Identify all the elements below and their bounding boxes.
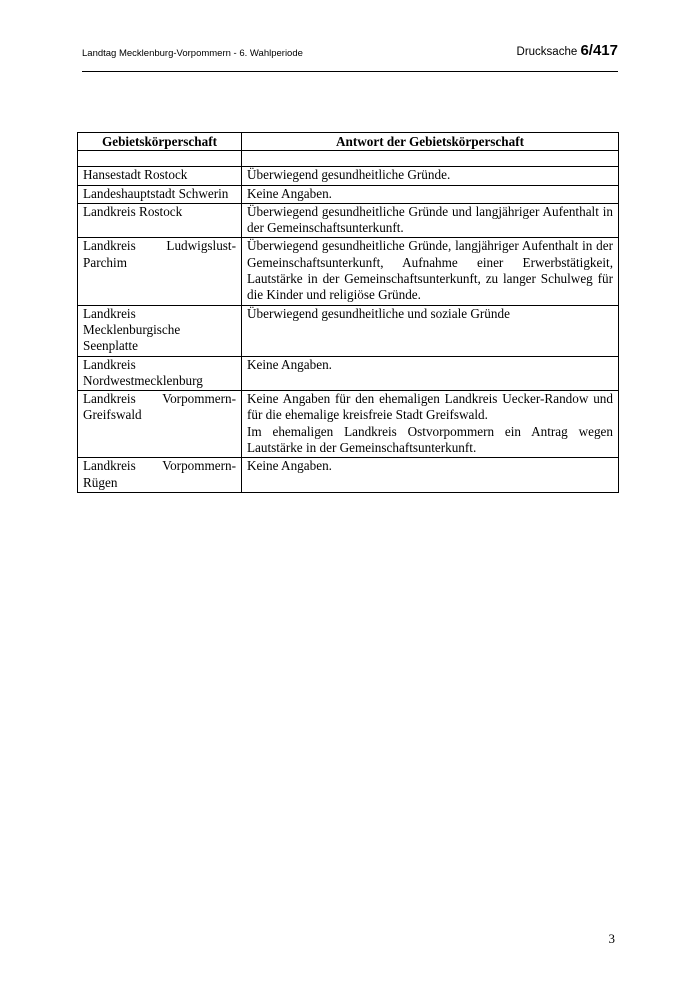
answer-cell <box>242 391 619 458</box>
entity-cell <box>78 185 242 203</box>
page-number: 3 <box>608 931 615 946</box>
table-row <box>78 238 619 305</box>
table-row <box>78 185 619 203</box>
table-row <box>78 458 619 493</box>
document-label: Drucksache <box>516 46 578 58</box>
answer-cell: Überwiegend gesundheitliche Gründe, langjähriger Aufenthalt in der Gemeinschaftsunterkunft, Aufnahme einer Erwerbstätigkeit, Lautstärke in der Gemeinschaftsunterkunft, zu langer Schulweg für die Kinder und religiöse Gründe. <box>242 238 619 305</box>
table-row <box>78 203 619 238</box>
table-row <box>78 356 619 391</box>
table-spacer-row <box>78 151 619 167</box>
answer-cell: Keine Angaben. <box>242 356 619 391</box>
parliament-label: Landtag Mecklenburg-Vorpommern - 6. Wahlperiode <box>82 48 303 59</box>
answer-cell: Keine Angaben. <box>242 458 619 493</box>
answer-cell: Keine Angaben. <box>242 185 619 203</box>
document-number: 6/417 <box>580 42 618 59</box>
answer-paragraph: Keine Angaben für den ehemaligen Landkreis Uecker-Randow und für die ehemalige kreisfreie Stadt Greifswald. <box>247 391 613 423</box>
entity-cell: Landkreis Ludwigslust-Parchim <box>78 238 242 305</box>
column-header-answer: Antwort der Gebietskörperschaft <box>242 133 619 151</box>
entity-cell: Landkreis Rostock <box>78 203 242 238</box>
entity-cell: Landkreis Vorpommern-Rügen <box>78 458 242 493</box>
table-row <box>78 305 619 356</box>
spacer-cell <box>242 151 619 167</box>
page-header <box>82 40 618 72</box>
answer-cell: Überwiegend gesundheitliche und soziale Gründe <box>242 305 619 356</box>
responses-table <box>77 132 619 493</box>
table-row <box>78 391 619 458</box>
column-header-entity: Gebietskörperschaft <box>78 133 242 151</box>
entity-text: Landeshauptstadt Schwerin <box>83 185 229 201</box>
entity-cell: Landkreis Mecklenburgische Seenplatte <box>78 305 242 356</box>
answer-cell: Überwiegend gesundheitliche Gründe und langjähriger Aufenthalt in der Gemeinschaftsunterkunft. <box>242 203 619 238</box>
entity-cell: Hansestadt Rostock <box>78 167 242 185</box>
entity-cell: Landkreis Vorpommern-Greifswald <box>78 391 242 458</box>
table-row <box>78 167 619 185</box>
document-reference <box>517 42 618 59</box>
spacer-cell <box>78 151 242 167</box>
answer-paragraph: Im ehemaligen Landkreis Ostvorpommern ein Antrag wegen Lautstärke in der Gemeinschaftsunterkunft. <box>247 423 613 456</box>
answer-cell: Überwiegend gesundheitliche Gründe. <box>242 167 619 185</box>
entity-cell: Landkreis Nordwestmecklenburg <box>78 356 242 391</box>
table-header-row <box>78 133 619 151</box>
